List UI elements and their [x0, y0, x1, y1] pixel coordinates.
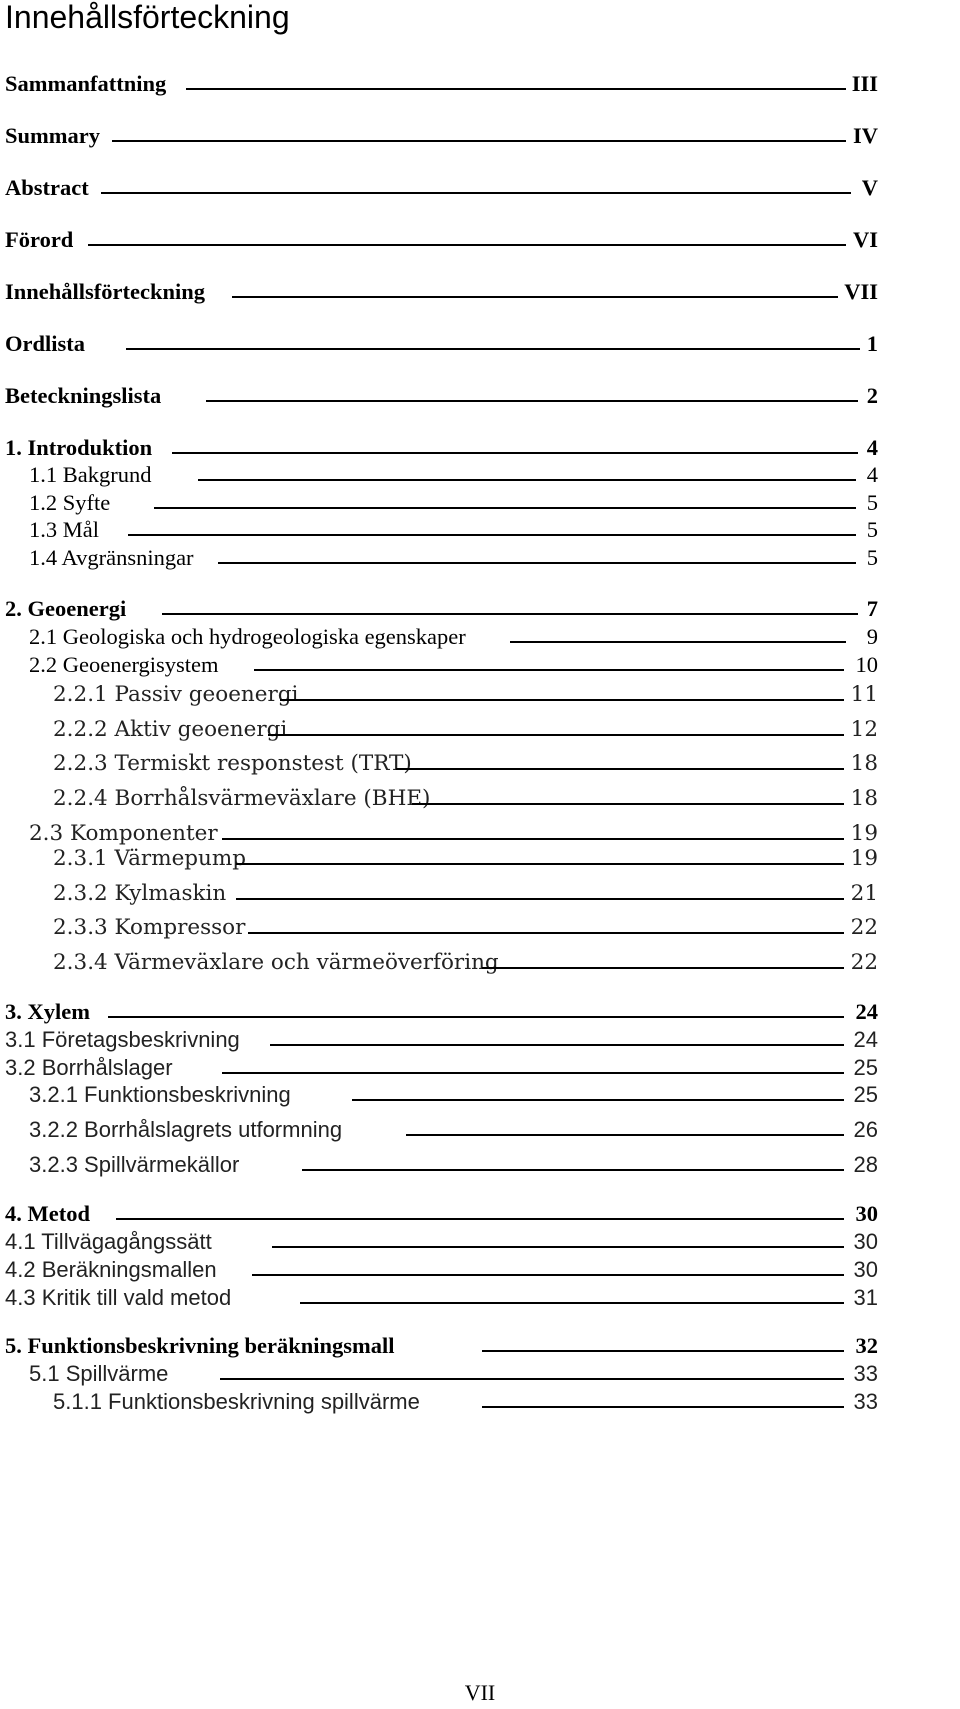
- leader-line: [396, 768, 844, 770]
- leader-line: [248, 932, 844, 934]
- toc-entry[interactable]: [0, 1380, 960, 1414]
- toc-entry-label: Summary: [5, 123, 100, 148]
- toc-entry-page: V: [861, 175, 878, 200]
- toc-entry-page: 7: [866, 596, 878, 621]
- toc-entry[interactable]: [0, 114, 960, 148]
- toc-entry-label: 2.1 Geologiska och hydrogeologiska egenskaper: [29, 624, 466, 649]
- toc-entry-label: 5.1.1 Funktionsbeskrivning spillvärme: [53, 1389, 420, 1414]
- toc-entry-page: 4: [866, 435, 878, 460]
- toc-entry-label: 5. Funktionsbeskrivning beräkningsmall: [5, 1333, 395, 1358]
- toc-entry[interactable]: [0, 906, 960, 940]
- toc-entry-label: 2.2.1 Passiv geoenergi: [53, 682, 299, 707]
- toc-entry-label: 2.2 Geoenergisystem: [29, 652, 219, 677]
- toc-entry-page: 30: [853, 1257, 878, 1282]
- toc-entry-page: 5: [866, 490, 878, 515]
- toc-entry-label: 2.2.3 Termiskt responstest (TRT): [53, 751, 412, 776]
- toc-entry[interactable]: [0, 742, 960, 776]
- page-number-footer: VII: [464, 1680, 496, 1705]
- toc-entry-label: 2. Geoenergi: [5, 596, 127, 621]
- leader-line: [302, 1169, 844, 1171]
- toc-entry-page: 22: [850, 915, 878, 940]
- toc-entry[interactable]: [0, 1073, 960, 1107]
- toc-entry-label: 1. Introduktion: [5, 435, 153, 460]
- toc-entry-page: 30: [853, 1229, 878, 1254]
- toc-entry-page: 10: [855, 652, 878, 677]
- toc-entry-page: 9: [866, 624, 878, 649]
- toc-entry-label: 1.3 Mål: [29, 517, 99, 542]
- leader-line: [280, 699, 844, 701]
- toc-entry-label: 3.2 Borrhålslager: [5, 1055, 173, 1080]
- toc-entry-label: 2.2.4 Borrhålsvärmeväxlare (BHE): [53, 786, 431, 811]
- toc-entry[interactable]: [0, 322, 960, 356]
- toc-entry-label: Innehållsförteckning: [5, 279, 206, 304]
- toc-entry-label: Förord: [5, 227, 74, 252]
- toc-entry-label: 2.3.3 Kompressor: [53, 915, 246, 940]
- leader-line: [206, 400, 858, 402]
- toc-entry-page: 30: [855, 1201, 878, 1226]
- toc-entry[interactable]: [0, 941, 960, 975]
- page-title: Innehållsförteckning: [5, 0, 290, 35]
- leader-line: [236, 898, 844, 900]
- toc-entry[interactable]: [0, 536, 960, 570]
- toc-entry-label: 4. Metod: [5, 1201, 90, 1226]
- toc-entry-page: 18: [850, 786, 878, 811]
- toc-entry-page: 12: [850, 717, 878, 742]
- toc-entry[interactable]: [0, 374, 960, 408]
- leader-line: [268, 734, 844, 736]
- leader-line: [254, 669, 844, 671]
- toc-entry-label: 2.3.2 Kylmaskin: [53, 881, 227, 906]
- toc-entry-label: 3.1 Företagsbeskrivning: [5, 1027, 240, 1052]
- leader-line: [482, 967, 844, 969]
- toc-entry-page: 19: [850, 821, 878, 846]
- toc-entry-page: 26: [853, 1117, 878, 1142]
- toc-entry-label: 1.4 Avgränsningar: [29, 545, 194, 570]
- toc-entry-page: 22: [850, 950, 878, 975]
- leader-line: [406, 1134, 844, 1136]
- toc-entry-label: 2.3.4 Värmeväxlare och värmeöverföring: [53, 950, 499, 975]
- leader-line: [112, 140, 846, 142]
- toc-entry-label: 3.2.2 Borrhålslagrets utformning: [29, 1117, 343, 1142]
- leader-line: [218, 562, 856, 564]
- toc-entry[interactable]: [0, 62, 960, 96]
- toc-entry-page: 31: [853, 1285, 878, 1310]
- toc-entry-page: 33: [853, 1389, 878, 1414]
- leader-line: [412, 803, 844, 805]
- toc-entry-label: Abstract: [5, 175, 89, 200]
- toc-entry-page: 2: [866, 383, 878, 408]
- toc-entry-label: 2.3 Komponenter: [29, 821, 218, 846]
- toc-entry-page: 5: [866, 545, 878, 570]
- toc-entry-label: 4.1 Tillvägagångssätt: [5, 1229, 212, 1254]
- toc-entry[interactable]: [0, 1276, 960, 1310]
- leader-line: [88, 244, 846, 246]
- toc-entry[interactable]: [0, 1108, 960, 1142]
- toc-entry-page: 28: [853, 1152, 878, 1177]
- toc-entry-label: Beteckningslista: [5, 383, 162, 408]
- leader-line: [352, 1099, 844, 1101]
- toc-entry-page: 21: [850, 881, 878, 906]
- toc-entry-page: 33: [853, 1361, 878, 1386]
- toc-entry[interactable]: [0, 837, 960, 871]
- toc-entry-page: 18: [850, 751, 878, 776]
- toc-entry-label: 3.2.1 Funktionsbeskrivning: [29, 1082, 291, 1107]
- toc-entry-page: 32: [855, 1333, 878, 1358]
- toc-entry-page: 11: [850, 682, 878, 707]
- toc-entry-label: 2.3.1 Värmepump: [53, 846, 247, 871]
- toc-entry[interactable]: [0, 708, 960, 742]
- leader-line: [236, 863, 844, 865]
- toc-entry[interactable]: [0, 872, 960, 906]
- toc-entry[interactable]: [0, 673, 960, 707]
- leader-line: [300, 1302, 844, 1304]
- toc-entry[interactable]: [0, 166, 960, 200]
- leader-line: [126, 348, 860, 350]
- toc-entry[interactable]: [0, 1143, 960, 1177]
- toc-entry-page: VII: [844, 279, 878, 304]
- toc-entry[interactable]: [0, 270, 960, 304]
- toc-entry-page: 5: [866, 517, 878, 542]
- toc-entry-page: 1: [866, 331, 878, 356]
- toc-entry-page: 24: [855, 999, 878, 1024]
- toc-entry-page: IV: [852, 123, 878, 148]
- toc-entry-page: 25: [853, 1082, 878, 1107]
- toc-entry-page: 25: [853, 1055, 878, 1080]
- toc-entry-label: 5.1 Spillvärme: [29, 1361, 169, 1386]
- toc-entry-label: 3. Xylem: [5, 999, 90, 1024]
- leader-line: [186, 88, 846, 90]
- leader-line: [101, 192, 851, 194]
- toc-entry-label: Ordlista: [5, 331, 86, 356]
- leader-line: [232, 296, 838, 298]
- toc-entry-label: 3.2.3 Spillvärmekällor: [29, 1152, 240, 1177]
- toc-entry-page: 24: [853, 1027, 878, 1052]
- toc-entry-label: 2.2.2 Aktiv geoenergi: [53, 717, 288, 742]
- toc-entry-label: 4.3 Kritik till vald metod: [5, 1285, 232, 1310]
- toc-entry-page: III: [851, 71, 878, 96]
- toc-entry[interactable]: [0, 643, 960, 677]
- toc-entry-label: 4.2 Beräkningsmallen: [5, 1257, 217, 1282]
- toc-entry-page: 4: [866, 462, 878, 487]
- toc-entry[interactable]: [0, 777, 960, 811]
- toc-entry[interactable]: [0, 218, 960, 252]
- leader-line: [482, 1406, 844, 1408]
- toc-entry-page: VI: [852, 227, 878, 252]
- toc-entry-label: Sammanfattning: [5, 71, 167, 96]
- toc-entry-page: 19: [850, 846, 878, 871]
- toc-entry-label: 1.2 Syfte: [29, 490, 111, 515]
- toc-entry-label: 1.1 Bakgrund: [29, 462, 152, 487]
